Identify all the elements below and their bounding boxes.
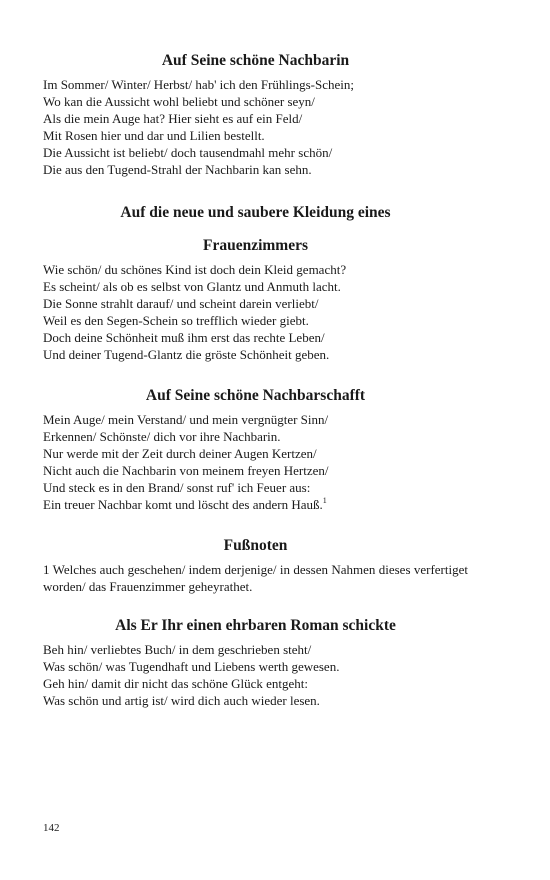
verse-line: Nur werde mit der Zeit durch deiner Augen Kertzen/ (43, 446, 317, 461)
poem-stanza (43, 641, 468, 709)
verse-line-text: Ein treuer Nachbar komt und löscht des andern Hauß. (43, 497, 323, 512)
poem-title: Als Er Ihr einen ehrbaren Roman schickte (115, 617, 396, 634)
poem-title-continued: Frauenzimmers (202, 237, 309, 254)
footnote-reference[interactable]: 1 (322, 496, 327, 505)
verse-line: Als die mein Auge hat? Hier sieht es auf ein Feld/ (43, 111, 303, 126)
verse-line: Weil es den Segen-Schein so trefflich wieder giebt. (43, 313, 309, 328)
verse-line: Und steck es in den Brand/ sonst ruf' ich Feuer aus: (43, 480, 311, 495)
verse-line: Im Sommer/ Winter/ Herbst/ hab' ich den Frühlings-Schein; (43, 77, 355, 92)
verse-line: Wie schön/ du schönes Kind ist doch dein Kleid gemacht? (43, 262, 347, 277)
verse-line: Die Sonne strahlt darauf/ und scheint darein verliebt/ (43, 296, 319, 311)
page-number: 142 (43, 822, 60, 834)
verse-line: Die aus den Tugend-Strahl der Nachbarin kan sehn. (43, 162, 312, 177)
page-content (43, 50, 468, 709)
poem-stanza (43, 76, 468, 178)
verse-line: Es scheint/ als ob es selbst von Glantz und Anmuth lacht. (43, 279, 341, 294)
poem-title: Auf die neue und saubere Kleidung eines (120, 204, 391, 221)
footnotes-heading: Fußnoten (223, 537, 288, 554)
poem-title: Auf Seine schöne Nachbarschafft (145, 387, 366, 404)
poem-stanza (43, 261, 468, 363)
verse-line: Was schön und artig ist/ wird dich auch wieder lesen. (43, 693, 320, 708)
poem-stanza (43, 411, 468, 513)
verse-line: Was schön/ was Tugendhaft und Liebens werth gewesen. (43, 659, 340, 674)
verse-line: Und deiner Tugend-Glantz die gröste Schönheit geben. (43, 347, 330, 362)
verse-line: Mit Rosen hier und dar und Lilien bestellt. (43, 128, 265, 143)
verse-line: Mein Auge/ mein Verstand/ und mein vergnügter Sinn/ (43, 412, 329, 427)
poem-title: Auf Seine schöne Nachbarin (161, 52, 350, 69)
footnote-text: 1 Welches auch geschehen/ indem derjenige/ in dessen Nahmen dieses verfertiget worden/ das Frauenzimmer geheyrathet. (43, 562, 468, 594)
verse-line (43, 496, 468, 513)
verse-line: Beh hin/ verliebtes Buch/ in dem geschrieben steht/ (43, 642, 312, 657)
verse-line: Die Aussicht ist beliebt/ doch tausendmahl mehr schön/ (43, 145, 333, 160)
verse-line: Wo kan die Aussicht wohl beliebt und schöner seyn/ (43, 94, 315, 109)
verse-line: Erkennen/ Schönste/ dich vor ihre Nachbarin. (43, 429, 281, 444)
verse-line: Geh hin/ damit dir nicht das schöne Glück entgeht: (43, 676, 308, 691)
verse-line: Doch deine Schönheit muß ihm erst das rechte Leben/ (43, 330, 325, 345)
verse-line: Nicht auch die Nachbarin von meinem freyen Hertzen/ (43, 463, 329, 478)
